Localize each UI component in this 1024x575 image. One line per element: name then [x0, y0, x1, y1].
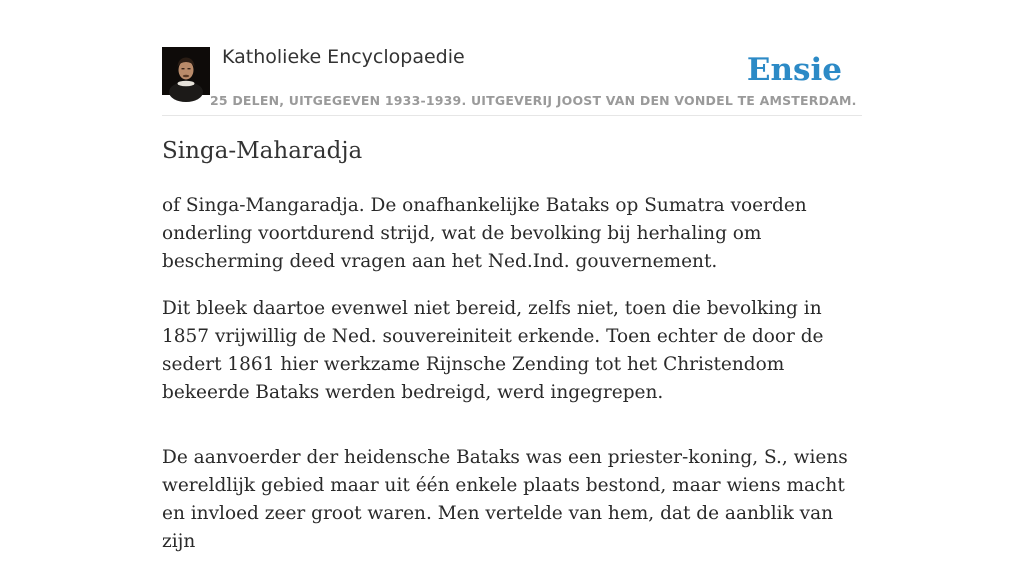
publication-title: Katholieke Encyclopaedie	[222, 46, 465, 68]
site-header	[162, 0, 862, 116]
portrait-avatar-icon[interactable]	[162, 47, 210, 95]
article-body	[162, 192, 862, 575]
article-paragraph: of Singa-Mangaradja. De onafhankelijke Bataks op Sumatra voerden onderling voortdurend strijd, wat de bevolking bij herhaling om bescherming deed vragen aan het Ned.Ind. gouvernement.	[162, 195, 807, 272]
publication-subtitle: 25 DELEN, UITGEGEVEN 1933-1939. UITGEVERIJ JOOST VAN DEN VONDEL TE AMSTERDAM.	[210, 93, 857, 108]
page	[162, 0, 862, 552]
ensie-logo-link[interactable]: Ensie	[746, 52, 842, 88]
article-paragraph: Dit bleek daartoe evenwel niet bereid, zelfs niet, toen die bevolking in 1857 vrijwillig de Ned. souvereiniteit erkende. Toen echter de door de sedert 1861 hier werkzame Rijnsche Zending tot het Christendom bekeerde Bataks werden bedreigd, werd ingegrepen.	[162, 298, 824, 403]
article-title: Singa-Maharadja	[162, 138, 363, 164]
article-paragraph: De aanvoerder der heidensche Bataks was een priester-koning, S., wiens wereldlijk gebied maar uit één enkele plaats bestond, maar wiens macht en invloed zeer groot waren. Men vertelde van hem, dat de aanblik van zijn	[162, 447, 848, 552]
